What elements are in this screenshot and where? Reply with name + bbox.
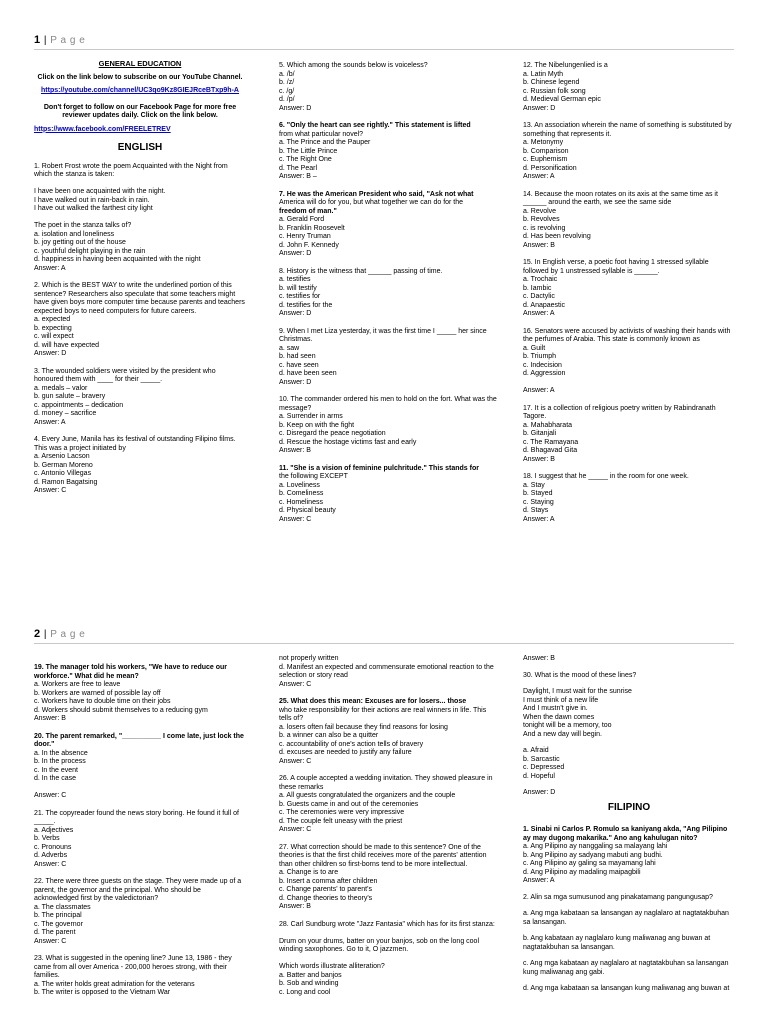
spacer	[279, 929, 499, 938]
header-rule	[34, 49, 734, 50]
option-item: b. will testify	[279, 284, 317, 292]
page-number: 2	[34, 628, 41, 640]
option-item: d. In the case	[34, 775, 77, 782]
option-item: b. joy getting out of the house	[34, 239, 126, 246]
option-item: b. gun salute – bravery	[34, 393, 106, 400]
option-item: c. Pronouns	[34, 843, 72, 851]
youtube-text: Click on the link below to subscribe on our YouTube Channel.	[37, 73, 243, 81]
answer-line: Answer: C	[279, 515, 312, 523]
option-item: a. medals – valor	[34, 384, 88, 392]
option-item: b. /z/	[279, 79, 295, 86]
option-item: b. expecting	[34, 324, 72, 332]
question-block	[34, 368, 246, 428]
question-block	[279, 698, 499, 766]
option-item: c. Russian folk song	[523, 87, 586, 95]
option-item: b. Chinese legend	[523, 79, 580, 86]
option-item: b. Gitanjali	[523, 430, 557, 437]
option-item: a. Loveliness	[279, 481, 320, 489]
option-item: a. Ang Pilipino ay nanggaling sa malayang lahi	[523, 843, 668, 850]
option-item: d. will have expected	[34, 341, 99, 349]
question-block	[523, 122, 735, 182]
question-stem: 9. When I met Liza yesterday, it was the first time I _____ her since Christmas.	[279, 327, 487, 343]
question-stem: 7. He was the American President who said, "Ask not what	[279, 190, 474, 198]
option-item: c. The ceremonies were very impressive	[279, 809, 405, 816]
option-item: c. Disregard the peace negotiation	[279, 430, 386, 437]
option-item: c. Depressed	[523, 764, 565, 771]
question-block	[34, 733, 246, 801]
answer-line: Answer: C	[279, 680, 312, 688]
option-item: a. Stay	[523, 481, 545, 489]
option-item: b. a winner can also be a quitter	[279, 732, 379, 739]
page2-column-1	[34, 664, 246, 1007]
option-item: b. Triumph	[523, 353, 557, 360]
option-item: c. Antonio Villegas	[34, 470, 92, 477]
question-block	[279, 655, 499, 689]
option-item: a. The writer holds great admiration for the veterans	[34, 980, 195, 988]
answer-line: Answer: D	[279, 104, 312, 112]
page2-column-3	[523, 655, 735, 994]
question-block	[34, 878, 246, 946]
option-item: a. Surrender in arms	[279, 413, 343, 420]
answer-line: Answer: C	[34, 487, 67, 494]
poem-line: Daylight, I must wait for the sunrise	[523, 688, 632, 695]
page-sep: |	[40, 629, 51, 640]
facebook-link[interactable]: https://www.facebook.com/FREELETREV	[34, 125, 171, 133]
question-stem: 2. Alin sa mga sumusunod ang pinakatamang pangungusap?	[523, 893, 713, 901]
question-stem: The poet in the stanza talks of?	[34, 222, 132, 229]
option-item: c. Change parents' to parent's	[279, 886, 372, 893]
header-rule	[34, 643, 734, 644]
option-item: b. Sob and winding	[279, 980, 339, 987]
options-block	[523, 747, 735, 781]
option-item: d. Ang Pilipino ay madaling maipagbili	[523, 868, 641, 876]
question-stem: 8. History is the witness that ______ passing of time.	[279, 267, 443, 275]
page1-column-3	[523, 62, 735, 533]
question-stem: 16. Senators were accused by activists of washing their hands with the perfumes of Arabia. This state is commonly known as	[523, 327, 731, 343]
option-item: c. The Ramayana	[523, 438, 579, 446]
option-item: b. Comparison	[523, 147, 569, 155]
answer-line: Answer: B	[523, 455, 555, 463]
question-stem: 30. What is the mood of these lines?	[523, 671, 637, 679]
spacer	[279, 955, 499, 964]
option-item: a. Change is to are	[279, 869, 339, 876]
answer-line: Answer: B	[523, 655, 555, 662]
option-item: b. Stayed	[523, 490, 553, 497]
option-item: c. Euphemism	[523, 156, 568, 163]
option-item: d. Adverbs	[34, 852, 68, 859]
option-item: a. testifies	[279, 276, 311, 283]
spacer	[34, 214, 246, 223]
answer-line: Answer: B	[523, 241, 555, 249]
option-item: a. Guilt	[523, 344, 546, 352]
answer-line: Answer: A	[34, 264, 66, 272]
question-stem: 12. The Nibelungenlied is a	[523, 62, 608, 69]
option-item: a. saw	[279, 344, 300, 352]
question-stem: who take responsibility for their actions are real winners in life. This tells of?	[279, 706, 487, 722]
option-item: b. Sarcastic	[523, 755, 560, 763]
option-item: b. The principal	[34, 912, 82, 919]
question-block	[523, 473, 735, 524]
general-education-title: GENERAL EDUCATION	[98, 59, 182, 68]
option-item: b. The Little Prince	[279, 147, 338, 155]
option-item: b. Guests came in and out of the ceremonies	[279, 800, 419, 808]
question-stem: freedom of man."	[279, 207, 337, 215]
option-item: d. Hopeful	[523, 772, 555, 780]
answer-line: Answer: C	[34, 937, 67, 945]
option-item: d. Rescue the hostage victims fast and early	[279, 438, 417, 446]
question-stem: 27. What correction should be made to this sentence? One of the theories is that the first child receives more of the parents' attention than other children so first-borns tend to be more intellectual.	[279, 843, 487, 868]
option-item: c. Homeliness	[279, 498, 323, 506]
option-item: a. losers often fail because they find reasons for losing	[279, 723, 448, 731]
page1-column-2	[279, 62, 499, 533]
question-stem: 17. It is a collection of religious poetry written by Rabindranath Tagore.	[523, 404, 716, 420]
answer-line: Answer: B –	[279, 173, 317, 180]
question-stem: the following EXCEPT	[279, 473, 348, 480]
question-block	[279, 122, 499, 182]
section-filipino: FILIPINO	[607, 801, 651, 813]
option-item: c. Dactylic	[523, 293, 555, 300]
option-item: d. money – sacrifice	[34, 410, 97, 417]
question-stem: 18. I suggest that he _____ in the room for one week.	[523, 473, 689, 480]
option-item: d. Personification	[523, 164, 577, 172]
answer-line: Answer: A	[523, 173, 555, 180]
option-item: d. happiness in having been acquainted with the night	[34, 256, 201, 263]
page-header	[34, 34, 85, 46]
page-sep: |	[40, 35, 51, 46]
option-item: b. German Moreno	[34, 461, 93, 469]
question-stem: 13. An association wherein the name of something is substituted by something that represents it.	[523, 122, 732, 138]
answer-line: Answer: C	[34, 792, 67, 799]
option-d: d. Ang mga kabataan sa lansangan kung maliwanag ang buwan at	[523, 985, 730, 992]
option-item: c. The Right One	[279, 156, 332, 163]
option-item: a. All guests congratulated the organizers and the couple	[279, 792, 456, 799]
option-item: c. accountability of one's action tells of bravery	[279, 740, 424, 748]
option-item: a. In the absence	[34, 749, 88, 757]
option-b: b. Ang kabataan ay naglalaro kung maliwanag ang buwan at nagtatakbuhan sa lansangan.	[523, 935, 713, 951]
question-block	[279, 328, 499, 388]
option-item: d. Bhagavad Gita	[523, 447, 578, 454]
answer-line: Answer: B	[34, 715, 66, 722]
answer-line: Answer: D	[279, 310, 312, 317]
option-item: a. Afraid	[523, 747, 549, 754]
answer-line: Answer: D	[523, 789, 556, 796]
question-block	[34, 955, 246, 998]
answer-line: Answer: C	[34, 860, 67, 868]
option-item: d. The Pearl	[279, 164, 318, 172]
answer-line: Answer: D	[34, 350, 67, 357]
option-item: d. Anapaestic	[523, 301, 566, 309]
option-item: c. will expect	[34, 333, 74, 340]
answer-line: Answer: A	[523, 387, 555, 394]
option-item: a. Revolve	[523, 207, 557, 215]
option-item: b. Keep on with the fight	[279, 421, 355, 429]
answer-line: Answer: A	[523, 877, 555, 884]
poem-line: I must think of a new life	[523, 696, 599, 704]
poem-line: I have been one acquainted with the night.	[34, 188, 166, 195]
option-item: b. Iambic	[523, 284, 552, 292]
option-item: d. /p/	[279, 96, 295, 103]
question-block	[279, 191, 499, 259]
option-item: b. Franklin Roosevelt	[279, 224, 345, 232]
question-stem: 3. The wounded soldiers were visited by the president who honoured them with ____ for their _____.	[34, 367, 216, 383]
spacer	[523, 379, 735, 388]
option-item: d. have been seen	[279, 370, 337, 377]
question-block	[34, 810, 246, 870]
page2-column-2	[279, 655, 499, 1006]
option-item: a. The classmates	[34, 903, 91, 911]
question-stem: not properly written	[279, 655, 339, 662]
answer-line: Answer: D	[523, 104, 556, 112]
answer-line: Answer: D	[279, 378, 312, 386]
poem-line: And I mustn't give in.	[523, 705, 588, 712]
option-item: a. Gerald Ford	[279, 216, 325, 223]
option-item: c. Workers have to double time on their jobs	[34, 698, 171, 705]
facebook-text: Don't forget to follow on our Facebook Page for more free reviewer updates daily. Click on the link below.	[43, 103, 237, 119]
question-stem: 19. The manager told his workers, "We have to reduce our workforce." What did he mean?	[34, 664, 228, 680]
question-list	[34, 163, 246, 496]
option-item: d. The parent	[34, 929, 76, 936]
option-item: d. Manifest an expected and commensurate emotional reaction to the selection or story read	[279, 663, 494, 679]
option-item: d. John F. Kennedy	[279, 241, 339, 249]
question-block	[34, 664, 246, 724]
question-stem: 20. The parent remarked, "__________ I come late, just lock the door."	[34, 732, 244, 748]
poem-line: Drum on your drums, batter on your banjos, sob on the long cool winding saxophones. Go to it, O jazzmen.	[279, 937, 479, 953]
option-item: b. Insert a comma after children	[279, 877, 378, 885]
option-item: c. have seen	[279, 361, 319, 369]
page-word: P a g e	[50, 629, 86, 640]
option-item: b. had seen	[279, 353, 316, 360]
question-stem: 23. What is suggested in the opening line? June 13, 1986 - they came from all over America - 200,000 heroes strong, with their families.	[34, 955, 232, 979]
option-item: a. Arsenio Lacson	[34, 453, 90, 460]
option-item: c. Henry Truman	[279, 233, 331, 240]
option-item: a. /b/	[279, 70, 295, 78]
question-block	[279, 775, 499, 835]
question-stem: 6. "Only the heart can see rightly." This statement is lifted	[279, 122, 471, 129]
question-block	[279, 921, 499, 998]
answer-line: Answer: B	[279, 903, 311, 910]
question-block	[523, 191, 735, 251]
page-header	[34, 628, 85, 640]
question-block	[34, 282, 246, 359]
poem-line: tonight will be a memory, too	[523, 722, 612, 729]
page-2	[0, 622, 768, 1024]
spacer	[34, 180, 246, 189]
options-block	[523, 843, 735, 877]
option-a: a. Ang mga kabataan sa lansangan ay naglalaro at nagtatakbuhan sa lansangan.	[523, 910, 731, 926]
question-stem: 4. Every June, Manila has its festival of outstanding Filipino films. This was a project initiated by	[34, 436, 236, 452]
option-item: c. Long and cool	[279, 988, 331, 996]
option-item: d. Workers should submit themselves to a reducing gym	[34, 706, 208, 714]
question-block	[279, 396, 499, 456]
page-word: P a g e	[50, 35, 86, 46]
question-stem: 1. Robert Frost wrote the poem Acquainted with the Night from which the stanza is taken:	[34, 162, 228, 178]
option-item: c. appointments – dedication	[34, 401, 124, 409]
option-item: a. Latin Myth	[523, 70, 564, 78]
question-stem: 10. The commander ordered his men to hold on the fort. What was the message?	[279, 396, 497, 412]
answer-line: Answer: A	[523, 515, 555, 523]
poem-line: When the dawn comes	[523, 713, 595, 721]
option-item: a. The Prince and the Pauper	[279, 139, 371, 146]
option-item: d. Change theories to theory's	[279, 894, 373, 902]
page-number: 1	[34, 34, 41, 46]
option-item: a. isolation and loneliness	[34, 230, 115, 238]
option-item: d. excuses are needed to justify any failure	[279, 749, 412, 756]
option-item: c. youthful delight playing in the rain	[34, 247, 146, 255]
option-item: b. Workers are warned of possible lay off	[34, 689, 161, 697]
question-stem: 1. Sinabi ni Carlos P. Romulo sa kaniyang akda, "Ang Pilipino ay may dugong makarika." Ano ang kahulugan nito?	[523, 826, 730, 842]
question-block	[279, 62, 499, 113]
option-item: b. The writer is opposed to the Vietnam War	[34, 989, 171, 996]
option-item: b. In the process	[34, 758, 86, 765]
spacer	[34, 784, 246, 793]
answer-line: Answer: B	[279, 447, 311, 454]
question-block	[279, 844, 499, 912]
option-item: a. Trochaic	[523, 276, 558, 283]
question-stem: America will do for you, but what together we can do for the	[279, 199, 464, 206]
option-item: b. Comeliness	[279, 490, 324, 497]
option-item: b. Verbs	[34, 835, 60, 842]
question-stem: 26. A couple accepted a wedding invitation. They showed pleasure in these remarks	[279, 775, 493, 791]
question-stem: 22. There were three guests on the stage. They were made up of a parent, the governor and the principal. Who should be acknowledged first by the valedictorian?	[34, 878, 242, 902]
option-item: d. Aggression	[523, 370, 566, 377]
option-item: a. Batter and banjos	[279, 971, 342, 979]
question-stem: 25. What does this mean: Excuses are for losers... those	[279, 698, 467, 705]
option-item: c. /g/	[279, 87, 295, 95]
option-item: a. Workers are free to leave	[34, 681, 121, 688]
option-item: c. In the event	[34, 766, 78, 774]
answer-line: Answer: A	[523, 310, 555, 317]
option-item: d. testifies for the	[279, 301, 333, 309]
option-item: d. The couple felt uneasy with the priest	[279, 817, 403, 825]
option-item: a. Mahabharata	[523, 421, 573, 429]
option-item: c. testifies for	[279, 293, 321, 300]
option-item: a. expected	[34, 316, 71, 323]
section-english: ENGLISH	[117, 142, 163, 153]
option-item: c. Indecision	[523, 361, 562, 369]
option-item: d. Has been revolving	[523, 233, 591, 240]
option-item: b. Ang Pilipino ay sadyang mabuti ang budhi.	[523, 851, 663, 859]
question-block	[279, 465, 499, 525]
option-item: a. Adjectives	[34, 826, 74, 834]
option-item: d. Physical beauty	[279, 507, 336, 514]
answer-line: Answer: D	[279, 250, 312, 257]
option-item: d. Ramon Bagatsing	[34, 478, 98, 486]
option-item: c. Ang Pilipino ay galing sa mayamang lahi	[523, 860, 656, 867]
question-block	[523, 328, 735, 396]
poem-line: And a new day will begin.	[523, 730, 602, 738]
youtube-link[interactable]: https://youtube.com/channel/UC3qo9Kz8GIEJRceBTxp9h-A	[41, 87, 239, 94]
option-item: a. Metonymy	[523, 139, 564, 146]
question-stem: 11. "She is a vision of feminine pulchritude." This stands for	[279, 464, 479, 472]
question-stem: 2. Which is the BEST WAY to write the underlined portion of this sentence? Researchers also speculate that some teachers might have given boys more computer time because parents and teachers expected boys to need computers for future careers.	[34, 282, 245, 315]
question-stem: 21. The copyreader found the news story boring. He found it full of _____.	[34, 809, 239, 825]
question-block	[523, 62, 735, 113]
question-stem: 28. Carl Sundburg wrote "Jazz Fantasia" which has for its first stanza:	[279, 920, 495, 928]
question-stem: 5. Which among the sounds below is voiceless?	[279, 62, 428, 69]
answer-line: Answer: C	[279, 826, 312, 833]
option-item: b. Revolves	[523, 216, 560, 223]
question-block	[523, 259, 735, 319]
option-item: c. The governor	[34, 920, 83, 928]
option-item: d. Stays	[523, 507, 549, 514]
question-block	[523, 405, 735, 465]
poem-block	[523, 688, 735, 739]
question-stem: 14. Because the moon rotates on its axis at the same time as it ______ around the earth, we see the same side	[523, 190, 718, 206]
question-block	[34, 436, 246, 496]
answer-line: Answer: A	[34, 418, 66, 426]
answer-line: Answer: C	[279, 757, 312, 765]
option-item: c. Staying	[523, 498, 554, 506]
question-block	[34, 163, 246, 274]
poem-line: I have out walked the farthest city light	[34, 205, 153, 212]
question-stem: Which words illustrate alliteration?	[279, 963, 385, 970]
poem-line: I have walked out in rain-back in rain.	[34, 196, 150, 204]
page1-column-1	[34, 60, 246, 505]
question-block	[279, 268, 499, 319]
option-item: d. Medieval German epic	[523, 96, 601, 103]
option-item: c. is revolving	[523, 224, 566, 232]
question-stem: from what particular novel?	[279, 130, 364, 138]
question-stem: 15. In English verse, a poetic foot having 1 stressed syllable followed by 1 unstressed syllable is ______.	[523, 259, 709, 275]
option-c: c. Ang mga kabataan ay naglalaro at nagtatakbuhan sa lansangan kung maliwanag ang gabi.	[523, 960, 731, 976]
